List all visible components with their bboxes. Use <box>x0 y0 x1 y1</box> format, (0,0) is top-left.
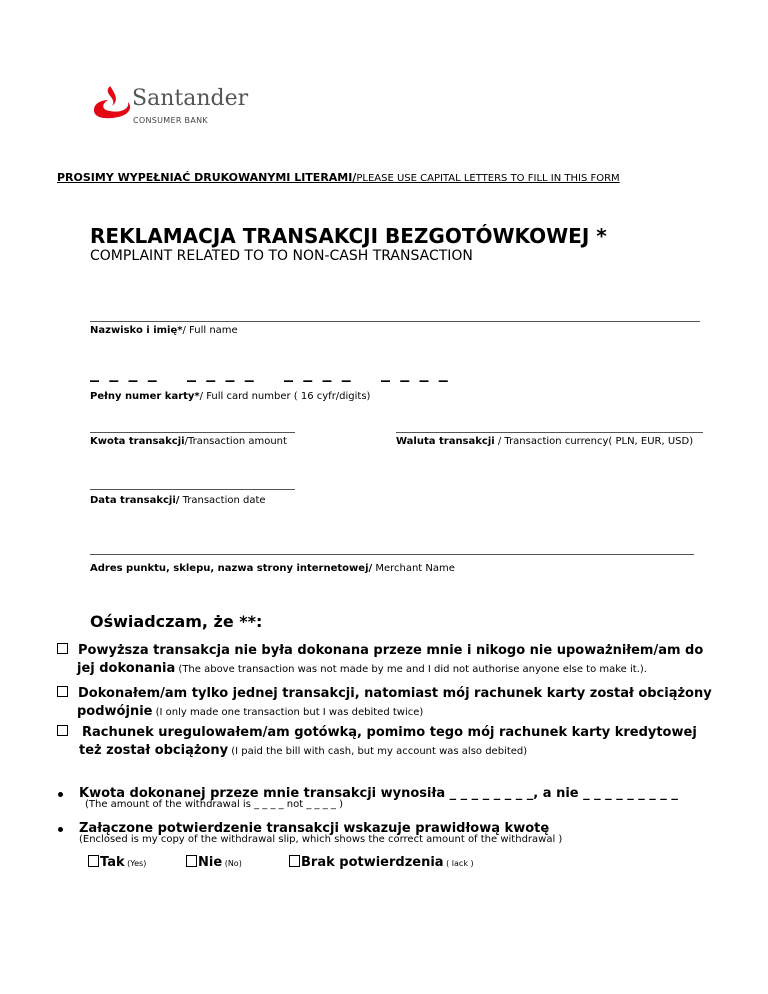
card-number-group-1[interactable]: _ _ _ _ <box>90 362 159 383</box>
logo-wordmark: Santander <box>132 86 249 111</box>
logo-subtitle: CONSUMER BANK <box>133 116 208 125</box>
currency-label: Waluta transakcji / Transaction currency( PLN, EUR, USD) <box>396 436 694 447</box>
checkbox-statement-3[interactable] <box>57 725 68 736</box>
amount-field[interactable] <box>90 432 295 433</box>
card-number-label: Pełny numer karty*/ Full card number ( 16 cyfr/digits) <box>90 391 371 402</box>
checkbox-statement-1[interactable] <box>57 643 68 654</box>
bullet-item-2: Załączone potwierdzenie transakcji wskazuje prawidłową kwotę <box>79 821 550 836</box>
statement-item-3: Rachunek uregulowałem/am gotówką, pomimo tego mój rachunek karty kredytowej <box>57 723 697 743</box>
bullet-dot-1 <box>58 792 63 797</box>
full-name-field[interactable] <box>90 321 700 322</box>
statement-item-1: Powyższa transakcja nie była dokonana przeze mnie i nikogo nie upoważniłem/am do <box>57 641 703 661</box>
bullet-dot-2 <box>58 827 63 832</box>
amount-label: Kwota transakcji/Transaction amount <box>90 436 287 447</box>
fill-instructions <box>57 171 620 184</box>
statement-item-1-cont: jej dokonania (The above transaction was not made by me and I did not authorise anyone else to make it.). <box>77 661 647 676</box>
date-label: Data transakcji/ Transaction date <box>90 495 266 506</box>
form-subtitle: COMPLAINT RELATED TO TO NON-CASH TRANSACTION <box>90 248 473 264</box>
checkbox-no-confirmation[interactable] <box>289 855 300 867</box>
card-number-group-2[interactable]: _ _ _ _ <box>187 362 256 383</box>
date-field[interactable] <box>90 489 295 490</box>
option-no-confirmation[interactable]: Brak potwierdzenia ( lack ) <box>289 855 474 870</box>
form-title: REKLAMACJA TRANSAKCJI BEZGOTÓWKOWEJ * <box>90 224 607 248</box>
card-number-group-4[interactable]: _ _ _ _ <box>381 362 450 383</box>
checkbox-no[interactable] <box>186 855 197 867</box>
bullet-item-1-note: (The amount of the withdrawal is _ _ _ _ not _ _ _ _ ) <box>85 799 343 810</box>
merchant-field[interactable] <box>90 554 694 555</box>
statement-item-2: Dokonałem/am tylko jednej transakcji, natomiast mój rachunek karty został obciążony <box>57 684 712 704</box>
full-name-label: Nazwisko i imię*/ Full name <box>90 325 238 336</box>
checkbox-statement-2[interactable] <box>57 686 68 697</box>
bullet-item-2-note: (Enclosed is my copy of the withdrawal slip, which shows the correct amount of the withdrawal ) <box>79 834 563 845</box>
merchant-label: Adres punktu, sklepu, nazwa strony internetowej/ Merchant Name <box>90 563 455 574</box>
instructions-en: PLEASE USE CAPITAL LETTERS TO FILL IN THIS FORM <box>356 173 620 184</box>
currency-field[interactable] <box>396 432 703 433</box>
instructions-pl: PROSIMY WYPEŁNIAĆ DRUKOWANYMI LITERAMI/ <box>57 171 357 184</box>
option-yes[interactable]: Tak (Yes) <box>88 855 146 870</box>
checkbox-yes[interactable] <box>88 855 99 867</box>
statement-item-3-cont: też został obciążony (I paid the bill with cash, but my account was also debited) <box>79 743 528 758</box>
option-no[interactable]: Nie (No) <box>186 855 242 870</box>
declaration-heading: Oświadczam, że **: <box>90 612 263 631</box>
statement-item-2-cont: podwójnie (I only made one transaction but I was debited twice) <box>77 704 424 719</box>
bullet-item-1: Kwota dokonanej przeze mnie transakcji wynosiła _ _ _ _ _ _ _ _, a nie _ _ _ _ _ _ _ _ _ <box>79 786 678 801</box>
card-number-group-3[interactable]: _ _ _ _ <box>284 362 353 383</box>
